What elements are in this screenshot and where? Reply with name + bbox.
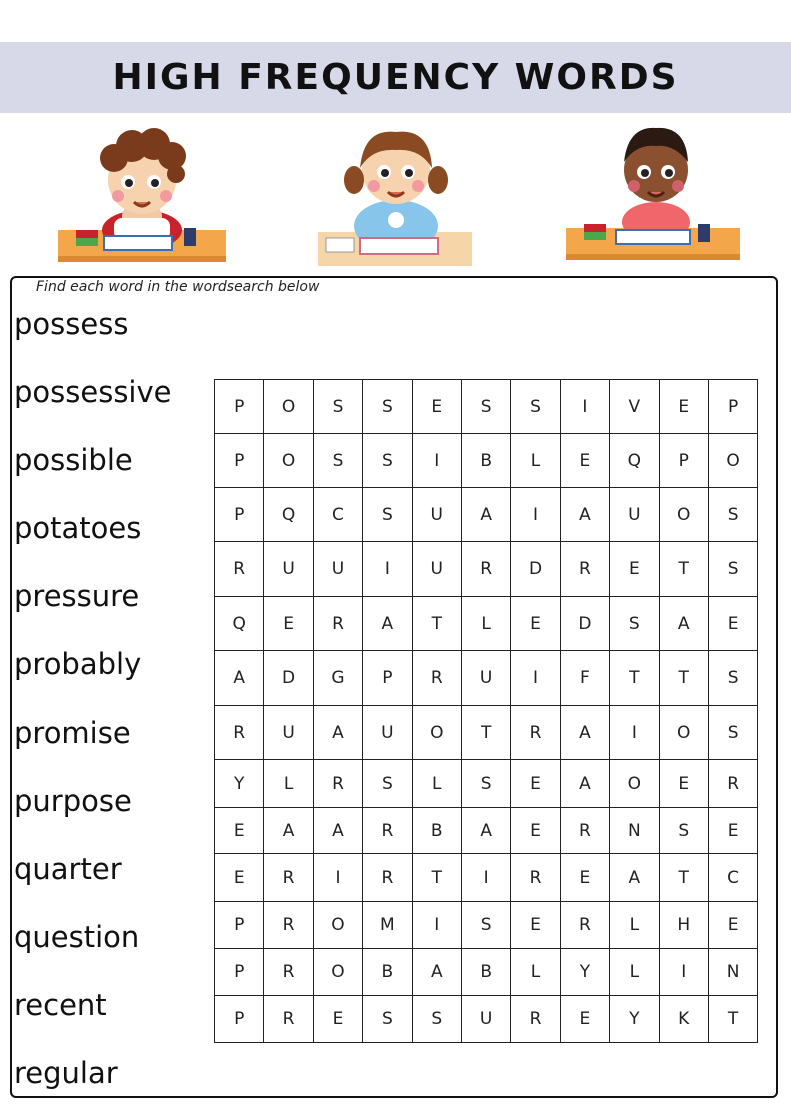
- grid-cell[interactable]: Y: [610, 996, 659, 1043]
- word-list-item: potatoes: [14, 511, 142, 545]
- grid-cell[interactable]: U: [412, 542, 461, 597]
- grid-cell[interactable]: R: [264, 902, 313, 949]
- grid-cell[interactable]: S: [363, 996, 412, 1043]
- grid-cell[interactable]: E: [708, 902, 757, 949]
- grid-cell[interactable]: E: [215, 854, 264, 902]
- grid-cell[interactable]: L: [610, 949, 659, 996]
- grid-cell[interactable]: R: [264, 949, 313, 996]
- grid-cell[interactable]: E: [215, 808, 264, 854]
- page-title: HIGH FREQUENCY WORDS: [112, 57, 679, 98]
- grid-cell[interactable]: T: [659, 542, 708, 597]
- wordsearch-grid: [214, 379, 758, 1043]
- word-list-item: possible: [14, 443, 133, 477]
- grid-cell[interactable]: P: [708, 380, 757, 434]
- grid-cell[interactable]: S: [708, 706, 757, 760]
- grid-cell[interactable]: S: [708, 542, 757, 597]
- grid-cell[interactable]: I: [412, 902, 461, 949]
- grid-cell[interactable]: D: [264, 651, 313, 706]
- grid-cell[interactable]: P: [215, 996, 264, 1043]
- grid-cell[interactable]: L: [511, 434, 560, 488]
- grid-cell[interactable]: I: [560, 380, 609, 434]
- word-list-item: possessive: [14, 375, 172, 409]
- grid-cell[interactable]: U: [610, 488, 659, 542]
- grid-cell[interactable]: S: [313, 434, 362, 488]
- grid-cell[interactable]: R: [511, 996, 560, 1043]
- word-list-item: promise: [14, 716, 131, 750]
- grid-cell[interactable]: E: [708, 597, 757, 651]
- grid-cell[interactable]: A: [412, 949, 461, 996]
- grid-cell[interactable]: Q: [610, 434, 659, 488]
- grid-cell[interactable]: I: [461, 854, 510, 902]
- grid-cell[interactable]: Y: [560, 949, 609, 996]
- grid-cell[interactable]: A: [560, 760, 609, 808]
- grid-cell[interactable]: S: [363, 488, 412, 542]
- grid-cell[interactable]: A: [215, 651, 264, 706]
- grid-cell[interactable]: H: [659, 902, 708, 949]
- grid-cell[interactable]: R: [363, 808, 412, 854]
- grid-cell[interactable]: R: [313, 760, 362, 808]
- grid-row: [215, 597, 758, 651]
- word-list-item: possess: [14, 307, 129, 341]
- word-list-item: probably: [14, 647, 142, 681]
- grid-cell[interactable]: B: [412, 808, 461, 854]
- grid-cell[interactable]: S: [363, 760, 412, 808]
- grid-cell[interactable]: K: [659, 996, 708, 1043]
- grid-row: [215, 808, 758, 854]
- grid-cell[interactable]: S: [610, 597, 659, 651]
- grid-cell[interactable]: P: [215, 902, 264, 949]
- grid-cell[interactable]: U: [264, 542, 313, 597]
- grid-cell[interactable]: U: [313, 542, 362, 597]
- grid-cell[interactable]: O: [264, 434, 313, 488]
- grid-cell[interactable]: S: [708, 488, 757, 542]
- grid-cell[interactable]: S: [511, 380, 560, 434]
- grid-cell[interactable]: S: [708, 651, 757, 706]
- grid-row: [215, 902, 758, 949]
- grid-cell[interactable]: T: [659, 651, 708, 706]
- grid-cell[interactable]: I: [610, 706, 659, 760]
- girl-studying-illustration: [316, 118, 474, 268]
- grid-cell[interactable]: I: [659, 949, 708, 996]
- grid-cell[interactable]: R: [363, 854, 412, 902]
- grid-cell[interactable]: P: [363, 651, 412, 706]
- grid-cell[interactable]: G: [313, 651, 362, 706]
- grid-cell[interactable]: O: [412, 706, 461, 760]
- grid-cell[interactable]: P: [215, 380, 264, 434]
- grid-cell[interactable]: R: [412, 651, 461, 706]
- word-list-item: purpose: [14, 784, 132, 818]
- grid-cell[interactable]: T: [412, 597, 461, 651]
- grid-cell[interactable]: L: [264, 760, 313, 808]
- grid-cell[interactable]: O: [313, 902, 362, 949]
- grid-cell[interactable]: R: [560, 542, 609, 597]
- grid-cell[interactable]: A: [461, 808, 510, 854]
- grid-cell[interactable]: S: [412, 996, 461, 1043]
- grid-cell[interactable]: U: [363, 706, 412, 760]
- grid-cell[interactable]: R: [511, 706, 560, 760]
- grid-cell[interactable]: E: [560, 996, 609, 1043]
- grid-cell[interactable]: R: [560, 902, 609, 949]
- grid-cell[interactable]: P: [215, 488, 264, 542]
- grid-cell[interactable]: S: [313, 380, 362, 434]
- grid-cell[interactable]: E: [511, 808, 560, 854]
- grid-cell[interactable]: O: [708, 434, 757, 488]
- grid-cell[interactable]: E: [511, 597, 560, 651]
- grid-cell[interactable]: E: [511, 902, 560, 949]
- grid-cell[interactable]: A: [560, 488, 609, 542]
- grid-cell[interactable]: E: [511, 760, 560, 808]
- boy-writing-illustration: [564, 118, 742, 264]
- grid-cell[interactable]: S: [461, 760, 510, 808]
- grid-cell[interactable]: R: [264, 996, 313, 1043]
- grid-cell[interactable]: R: [708, 760, 757, 808]
- grid-cell[interactable]: C: [313, 488, 362, 542]
- grid-cell[interactable]: T: [412, 854, 461, 902]
- grid-cell[interactable]: P: [215, 434, 264, 488]
- grid-cell[interactable]: Q: [264, 488, 313, 542]
- grid-cell[interactable]: L: [461, 597, 510, 651]
- grid-cell[interactable]: R: [461, 542, 510, 597]
- word-list-item: regular: [14, 1056, 118, 1090]
- grid-cell[interactable]: R: [215, 706, 264, 760]
- grid-cell[interactable]: B: [363, 949, 412, 996]
- grid-cell[interactable]: E: [264, 597, 313, 651]
- grid-cell[interactable]: O: [659, 488, 708, 542]
- grid-row: [215, 949, 758, 996]
- grid-cell[interactable]: L: [412, 760, 461, 808]
- word-list-item: question: [14, 920, 140, 954]
- grid-cell[interactable]: S: [461, 380, 510, 434]
- grid-cell[interactable]: T: [461, 706, 510, 760]
- word-list-item: pressure: [14, 579, 140, 613]
- title-banner: [0, 42, 791, 113]
- grid-cell[interactable]: S: [363, 434, 412, 488]
- grid-cell[interactable]: R: [215, 542, 264, 597]
- grid-row: [215, 434, 758, 488]
- grid-cell[interactable]: A: [363, 597, 412, 651]
- grid-cell[interactable]: T: [708, 996, 757, 1043]
- grid-cell[interactable]: E: [560, 854, 609, 902]
- grid-cell[interactable]: I: [511, 651, 560, 706]
- grid-row: [215, 760, 758, 808]
- grid-cell[interactable]: O: [610, 760, 659, 808]
- grid-cell[interactable]: U: [461, 996, 510, 1043]
- grid-cell[interactable]: R: [313, 597, 362, 651]
- grid-row: [215, 380, 758, 434]
- grid-cell[interactable]: D: [560, 597, 609, 651]
- grid-row: [215, 854, 758, 902]
- grid-cell[interactable]: F: [560, 651, 609, 706]
- grid-cell[interactable]: B: [461, 434, 510, 488]
- grid-cell[interactable]: A: [659, 597, 708, 651]
- grid-cell[interactable]: S: [363, 380, 412, 434]
- grid-cell[interactable]: Y: [215, 760, 264, 808]
- grid-cell[interactable]: L: [610, 902, 659, 949]
- grid-cell[interactable]: R: [511, 854, 560, 902]
- grid-cell[interactable]: L: [511, 949, 560, 996]
- grid-cell[interactable]: E: [313, 996, 362, 1043]
- grid-cell[interactable]: O: [264, 380, 313, 434]
- grid-cell[interactable]: D: [511, 542, 560, 597]
- word-list-item: recent: [14, 988, 107, 1022]
- grid-cell[interactable]: A: [264, 808, 313, 854]
- grid-cell[interactable]: A: [560, 706, 609, 760]
- grid-cell[interactable]: E: [412, 380, 461, 434]
- grid-cell[interactable]: U: [412, 488, 461, 542]
- grid-cell[interactable]: P: [659, 434, 708, 488]
- grid-cell[interactable]: V: [610, 380, 659, 434]
- grid-cell[interactable]: Q: [215, 597, 264, 651]
- grid-cell[interactable]: P: [215, 949, 264, 996]
- grid-row: [215, 996, 758, 1043]
- grid-cell[interactable]: I: [412, 434, 461, 488]
- grid-cell[interactable]: I: [313, 854, 362, 902]
- grid-cell[interactable]: C: [708, 854, 757, 902]
- boy-studying-illustration: [54, 118, 230, 268]
- grid-cell[interactable]: A: [610, 854, 659, 902]
- grid-cell[interactable]: R: [264, 854, 313, 902]
- word-list-item: quarter: [14, 852, 122, 886]
- grid-cell[interactable]: O: [313, 949, 362, 996]
- grid-cell[interactable]: B: [461, 949, 510, 996]
- grid-row: [215, 651, 758, 706]
- grid-cell[interactable]: I: [511, 488, 560, 542]
- grid-cell[interactable]: N: [708, 949, 757, 996]
- grid-cell[interactable]: U: [264, 706, 313, 760]
- grid-cell[interactable]: N: [610, 808, 659, 854]
- grid-cell[interactable]: A: [461, 488, 510, 542]
- grid-cell[interactable]: T: [659, 854, 708, 902]
- grid-cell[interactable]: R: [560, 808, 609, 854]
- grid-cell[interactable]: I: [363, 542, 412, 597]
- grid-row: [215, 706, 758, 760]
- grid-row: [215, 488, 758, 542]
- instruction-text: Find each word in the wordsearch below: [36, 279, 320, 295]
- grid-cell[interactable]: S: [461, 902, 510, 949]
- grid-cell[interactable]: E: [659, 760, 708, 808]
- grid-cell[interactable]: S: [659, 808, 708, 854]
- grid-cell[interactable]: E: [708, 808, 757, 854]
- grid-cell[interactable]: U: [461, 651, 510, 706]
- grid-cell[interactable]: O: [659, 706, 708, 760]
- grid-cell[interactable]: M: [363, 902, 412, 949]
- grid-cell[interactable]: A: [313, 706, 362, 760]
- grid-cell[interactable]: E: [560, 434, 609, 488]
- grid-cell[interactable]: E: [610, 542, 659, 597]
- grid-cell[interactable]: E: [659, 380, 708, 434]
- grid-cell[interactable]: T: [610, 651, 659, 706]
- grid-row: [215, 542, 758, 597]
- grid-cell[interactable]: A: [313, 808, 362, 854]
